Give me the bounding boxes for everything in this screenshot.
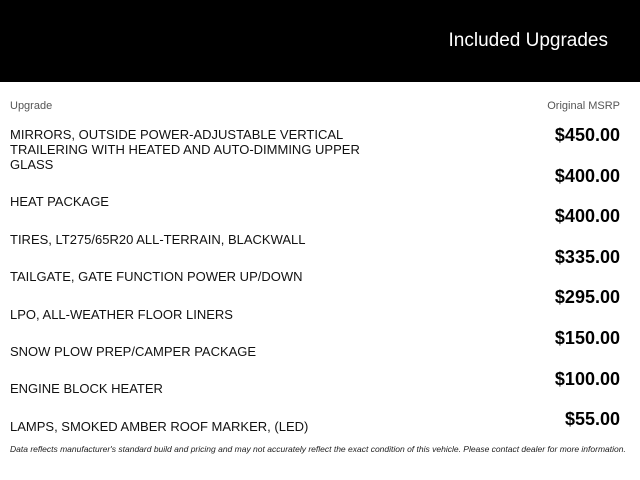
- price-value: $150.00: [554, 328, 620, 348]
- upgrade-name-roof-marker-lamps: LAMPS, SMOKED AMBER ROOF MARKER, (LED): [10, 419, 309, 434]
- header-bar: [0, 0, 640, 82]
- upgrade-name-snow-plow-prep: SNOW PLOW PREP/CAMPER PACKAGE: [10, 344, 257, 359]
- price-value: $295.00: [554, 287, 620, 307]
- price-value: $400.00: [554, 206, 620, 226]
- upgrade-name-floor-liners: LPO, ALL-WEATHER FLOOR LINERS: [10, 307, 233, 322]
- upgrade-name-tailgate: TAILGATE, GATE FUNCTION POWER UP/DOWN: [10, 269, 303, 284]
- upgrade-name-mirrors: MIRRORS, OUTSIDE POWER-ADJUSTABLE VERTICAL TRAILERING WITH HEATED AND AUTO-DIMMING UPPER GLASS: [10, 127, 360, 172]
- price-value: $335.00: [554, 247, 620, 267]
- upgrade-name-engine-block-heater: ENGINE BLOCK HEATER: [10, 381, 163, 396]
- page-title: Included Upgrades: [448, 30, 608, 51]
- price-value: $400.00: [554, 166, 620, 186]
- upgrade-name-heat-package: HEAT PACKAGE: [10, 194, 109, 209]
- price-value: $100.00: [554, 369, 620, 389]
- disclaimer-text: Data reflects manufacturer's standard build and pricing and may not accurately reflect the exact condition of this vehicle. Please contact dealer for more information.: [10, 444, 626, 454]
- msrp-column-header: Original MSRP: [547, 100, 620, 112]
- price-value: $450.00: [554, 125, 620, 145]
- upgrade-column-header: Upgrade: [10, 100, 53, 112]
- price-value: $55.00: [564, 409, 620, 429]
- upgrade-name-tires: TIRES, LT275/65R20 ALL-TERRAIN, BLACKWALL: [10, 232, 306, 247]
